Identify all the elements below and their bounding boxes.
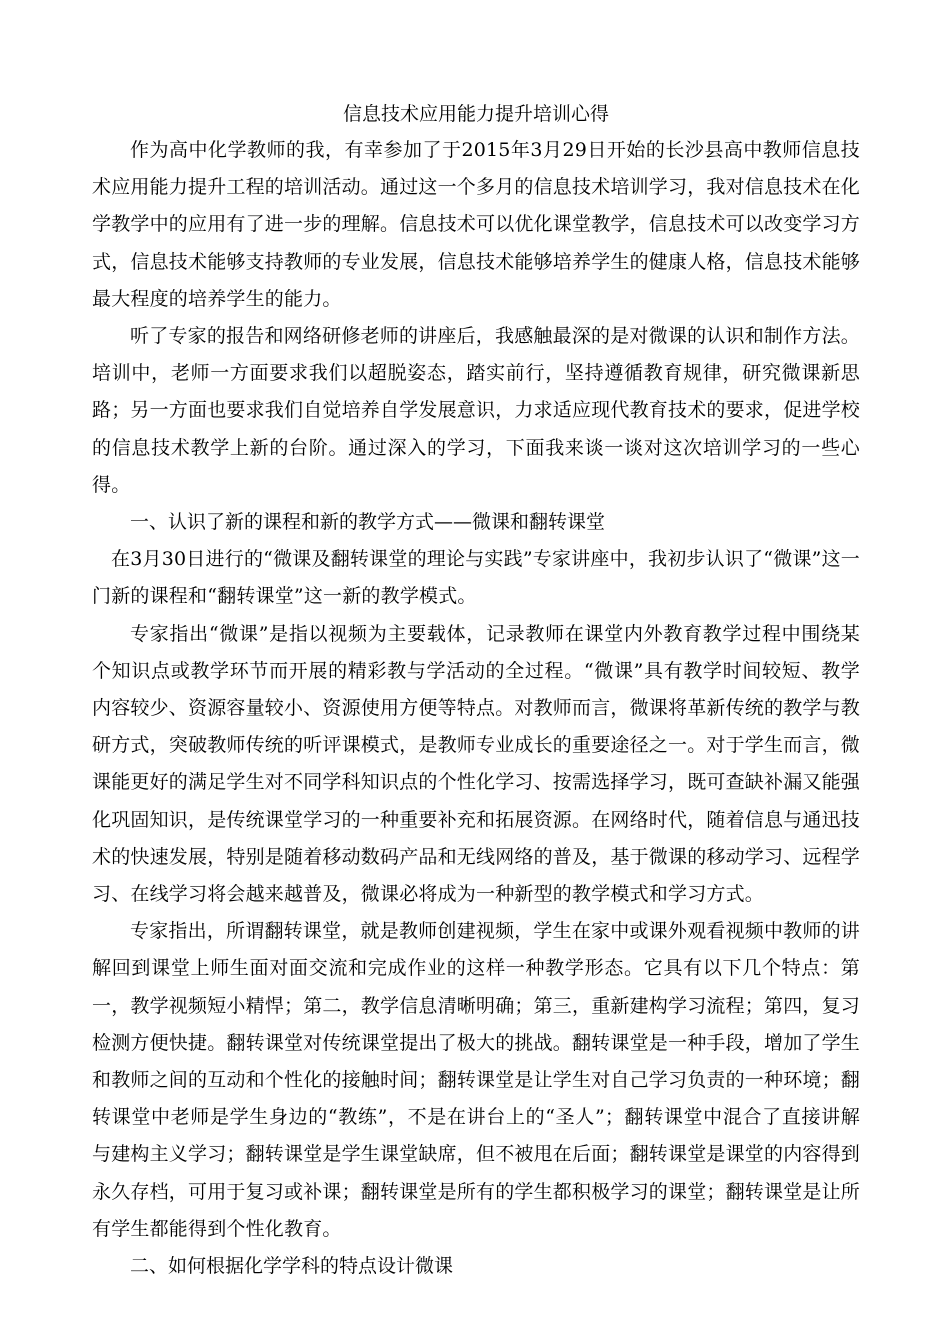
section-heading-1: 一、认识了新的课程和新的教学方式——微课和翻转课堂 bbox=[130, 511, 606, 534]
flipped-classroom-paragraph: 专家指出，所谓翻转课堂，就是教师创建视频，学生在家中或课外观看视频中教师的讲解回到课堂上师生面对面交流和完成作业的这样一种教学形态。它具有以下几个特点：第一，教学视频短小精悍；第二，教学信息清晰明确；第三，重新建构学习流程；第四，复习检测方便快捷。翻转课堂对传统课堂提出了极大的挑战。翻转课堂是一种手段，增加了学生和教师之间的互动和个性化的接触时间；翻转课堂是让学生对自己学习负责的一种环境；翻转课堂中老师是学生身边的“教练”，不是在讲台上的“圣人”；翻转课堂中混合了直接讲解与建构主义学习；翻转课堂是学生课堂缺席，但不被甩在后面；翻转课堂是课堂的内容得到永久存档，可用于复习或补课；翻转课堂是所有的学生都积极学习的课堂；翻转课堂是让所有学生都能得到个性化教育。 bbox=[92, 920, 861, 1240]
micro-course-paragraph: 专家指出“微课”是指以视频为主要载体，记录教师在课堂内外教育教学过程中围绕某个知识点或教学环节而开展的精彩教与学活动的全过程。“微课”具有教学时间较短、教学内容较少、资源容量较小、资源使用方便等特点。对教师而言，微课将革新传统的教学与教研方式，突破教师传统的听评课模式，是教师专业成长的重要途径之一。对于学生而言，微课能更好的满足学生对不同学科知识点的个性化学习、按需选择学习，既可查缺补漏又能强化巩固知识，是传统课堂学习的一种重要补充和拓展资源。在网络时代，随着信息与通迅技术的快速发展，特别是随着移动数码产品和无线网络的普及，基于微课的移动学习、远程学习、在线学习将会越来越普及，微课必将成为一种新型的教学模式和学习方式。 bbox=[92, 622, 861, 906]
lecture-paragraph: 在3月30日进行的“微课及翻转课堂的理论与实践”专家讲座中，我初步认识了“微课”这一门新的课程和“翻转课堂”这一新的教学模式。 bbox=[92, 548, 860, 608]
intro-paragraph: 作为高中化学教师的我，有幸参加了于2015年3月29日开始的长沙县高中教师信息技术应用能力提升工程的培训活动。通过这一个多月的信息技术培训学习，我对信息技术在化学教学中的应用有了进一步的理解。信息技术可以优化课堂教学，信息技术可以改变学习方式，信息技术能够支持教师的专业发展，信息技术能够培养学生的健康人格，信息技术能够最大程度的培养学生的能力。 bbox=[92, 139, 861, 310]
section-heading-2: 二、如何根据化学学科的特点设计微课 bbox=[130, 1255, 454, 1278]
document-title: 信息技术应用能力提升培训心得 bbox=[342, 103, 609, 125]
reflection-paragraph: 听了专家的报告和网络研修老师的讲座后，我感触最深的是对微课的认识和制作方法。培训中，老师一方面要求我们以超脱姿态，踏实前行，坚持遵循教育规律，研究微课新思路；另一方面也要求我们自觉培养自学发展意识，力求适应现代教育技术的要求，促进学校的信息技术教学上新的台阶。通过深入的学习，下面我来谈一谈对这次培训学习的一些心得。 bbox=[92, 325, 861, 496]
